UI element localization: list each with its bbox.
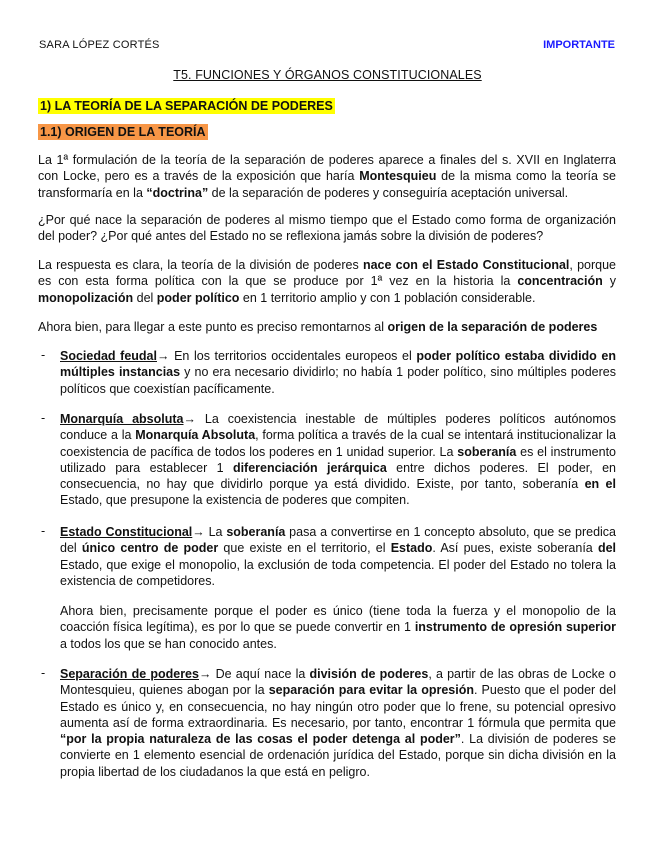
- list-item-separacion-poderes: [38, 666, 616, 780]
- paragraph-origin: Ahora bien, para llegar a este punto es preciso remontarnos al origen de la separación de poderes: [38, 320, 598, 334]
- paragraph-question: ¿Por qué nace la separación de poderes al mismo tiempo que el Estado como forma de organización del poder? ¿Por qué antes del Estado no se reflexiona jamás sobre la división de poderes?: [38, 213, 616, 244]
- important-tag: IMPORTANTE: [543, 39, 615, 51]
- list-bullet: -: [41, 524, 46, 538]
- list-bullet: -: [41, 411, 46, 425]
- author-name: SARA LÓPEZ CORTÉS: [39, 39, 160, 51]
- section-heading-1: 1) LA TEORÍA DE LA SEPARACIÓN DE PODERES: [40, 99, 333, 113]
- list-item-monarquia-absoluta: [38, 411, 616, 509]
- page-title: T5. FUNCIONES Y ÓRGANOS CONSTITUCIONALES: [173, 68, 482, 82]
- list-bullet: -: [41, 348, 46, 362]
- list-item-estado-constitucional: [38, 524, 616, 589]
- list-item-text: Separación de poderes→ De aquí nace la división de poderes, a partir de las obras de Locke o Montesquieu, quienes abogan por la separación para evitar la opresión. Puesto que el poder del Estado es único y, en consecuencia, no hay ningún otro poder que lo frene, su potencial opresivo aumenta así de forma extraordinaria. Es necesario, por tanto, encontrar 1 fórmula que permita que “por la propia naturaleza de las cosas el poder detenga al poder”. La división de poderes se convierte en 1 elemento esencial de ordenación jurídica del Estado, porque sin dicha división en la propia libertad de los ciudadanos la que está en peligro.: [60, 667, 616, 779]
- paragraph-estado-opresion: Ahora bien, precisamente porque el poder es único (tiene toda la fuerza y el monopolio de la coacción física legítima), es por lo que se puede convertir en 1 instrumento de opresión superior a todos los que se han conocido antes.: [60, 604, 616, 651]
- section-heading-1-1: 1.1) ORIGEN DE LA TEORÍA: [40, 125, 206, 139]
- list-item-text: Estado Constitucional→ La soberanía pasa a convertirse en 1 concepto absoluto, que se predica del único centro de poder que existe en el territorio, el Estado. Así pues, existe soberanía del Estado, que exige el monopolio, la exclusión de toda competencia. El poder del Estado no tolera la existencia de competidores.: [60, 525, 617, 588]
- paragraph-locke-montesquieu: La 1ª formulación de la teoría de la separación de poderes aparece a finales del s. XVII en Inglaterra con Locke, pero es a través de la exposición que haría Montesquieu de la misma como la teoría se transformaría en la “doctrina” de la separación de poderes y conseguiría aceptación universal.: [38, 153, 616, 200]
- list-item-text: Monarquía absoluta→ La coexistencia inestable de múltiples poderes políticos autónomos conduce a la Monarquía Absoluta, forma política a través de la cual se intentará institucionalizar la coexistencia de pacífica de todos los poderes en 1 unidad superior. La soberanía es el instrumento utilizado para establecer 1 diferenciación jerárquica entre dichos poderes. El poder, en consecuencia, no hay que dividirlo porque ya está dividido. Existe, por tanto, soberanía en el Estado, que presupone la existencia de poderes que compiten.: [60, 412, 616, 508]
- list-item-sociedad-feudal: [38, 348, 616, 397]
- list-item-text: Sociedad feudal→ En los territorios occidentales europeos el poder político estaba dividido en múltiples instancias y no era necesario dividirlo; no había 1 poder político, sino múltiples poderes políticos que coexistían pacíficamente.: [60, 349, 617, 396]
- paragraph-answer: La respuesta es clara, la teoría de la división de poderes nace con el Estado Constitucional, porque es con esta forma política con la que se produce por 1ª vez en la historia la concentración y monopolización del poder político en 1 territorio amplio y con 1 población considerable.: [38, 258, 616, 305]
- list-bullet: -: [41, 666, 46, 680]
